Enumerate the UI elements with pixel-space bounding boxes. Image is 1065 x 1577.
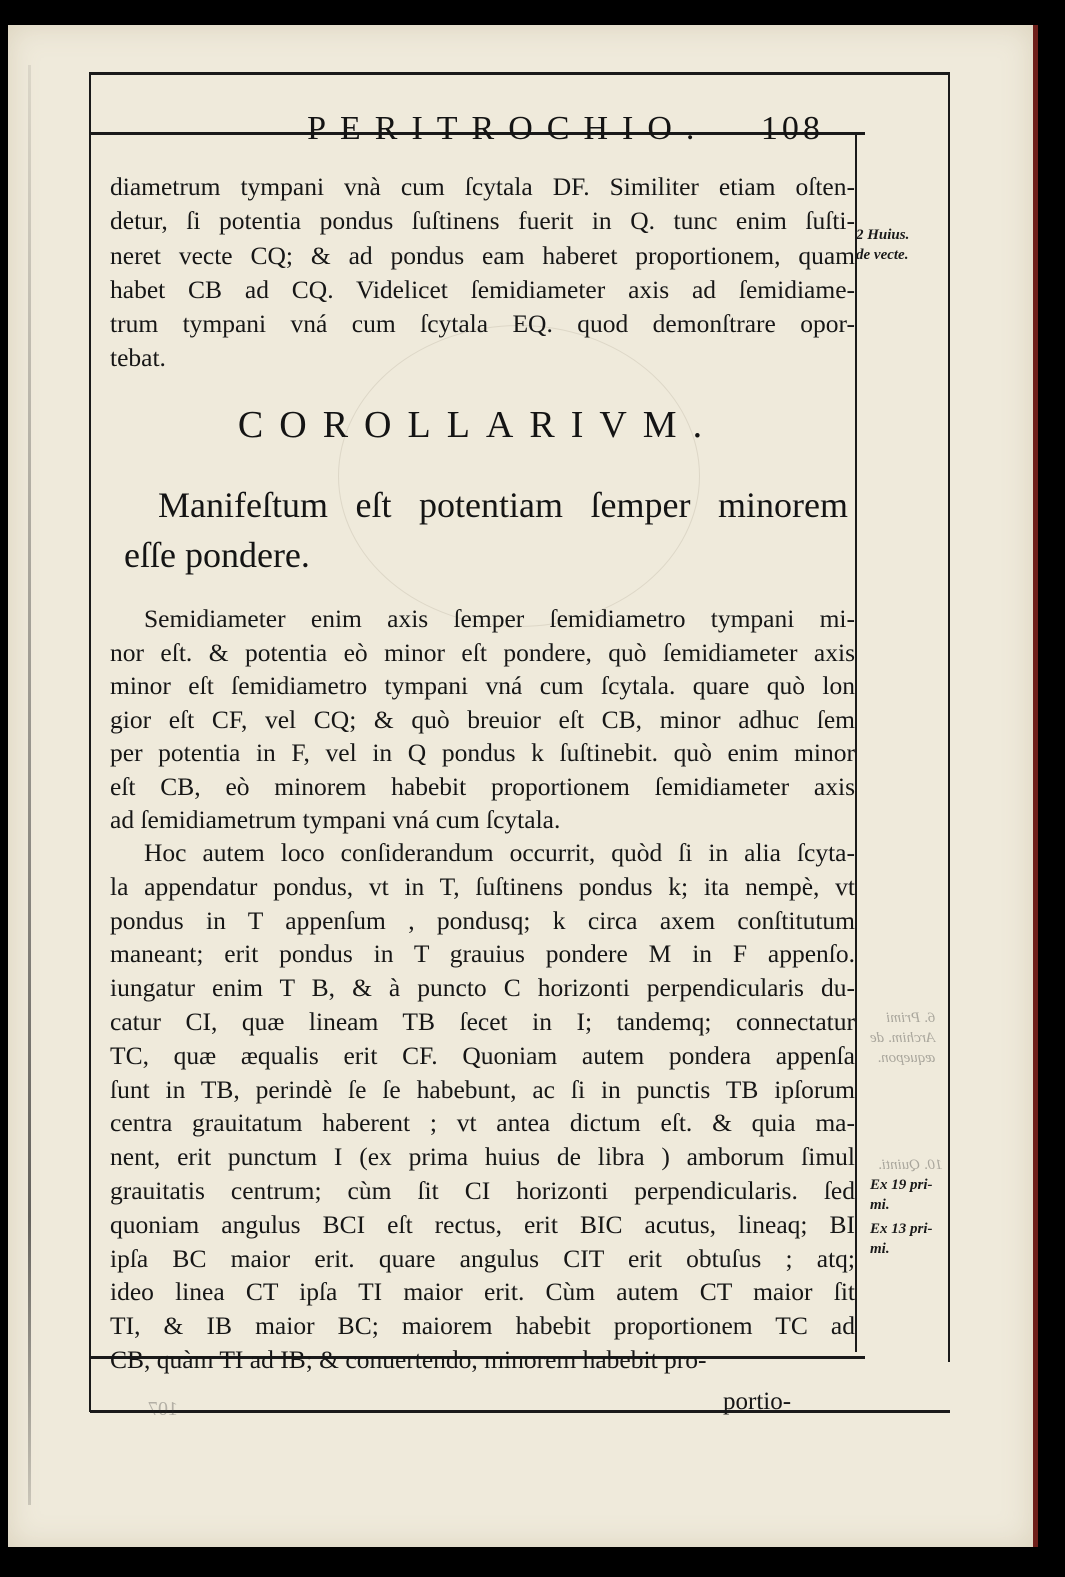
running-head xyxy=(8,110,1033,148)
page-number: 108 xyxy=(760,110,824,147)
corollary-statement xyxy=(124,480,848,580)
text-line: habet CB ad CQ. Videlicet ſemidiameter axis ad ſemidiame- xyxy=(110,274,855,304)
catchword: portio- xyxy=(723,1388,792,1415)
paragraph-2 xyxy=(110,602,855,837)
text-line: ipſa BC maior erit. quare angulus CIT erit obtuſus ; atq; xyxy=(110,1243,855,1273)
text-line: quoniam angulus BCI eſt rectus, erit BIC acutus, lineaq; BI xyxy=(110,1209,855,1239)
margin-note-line: mi. xyxy=(870,1241,890,1257)
top-rule xyxy=(90,72,950,75)
margin-note-3 xyxy=(870,1219,933,1259)
text-line: per potentia in F, vel in Q pondus k ſuſtinebit. quò enim minor xyxy=(110,738,855,767)
margin-note-line: 2 Huius. xyxy=(856,227,910,243)
text-line: pondus in T appenſum , pondusq; k circa axem conſtitutum xyxy=(110,905,855,935)
margin-note-line: mi. xyxy=(870,1197,890,1213)
text-line: ideo linea CT ipſa TI maior erit. Cùm autem CT maior ſit xyxy=(110,1277,855,1307)
frame-left-rule xyxy=(89,72,91,1412)
margin-note-1 xyxy=(856,225,909,265)
text-line: maneant; erit pondus in T grauius pondere M in F appenſo. xyxy=(110,939,855,969)
text-line: diametrum tympani vnà cum ſcytala DF. Similiter etiam oſten- xyxy=(110,172,855,201)
text-line: Semidiameter enim axis ſemper ſemidiametro tympani mi- xyxy=(144,604,855,633)
text-line: minor eſt ſemidiametro tympani vná cum ſcytala. quare quò lon xyxy=(110,671,855,700)
ghost-line: 10. Quinti. xyxy=(878,1157,943,1173)
margin-note-line: Ex 19 pri- xyxy=(870,1177,933,1193)
ghost-line: 6. Primi xyxy=(886,1010,936,1026)
text-line: TI, & IB maior BC; maiorem habebit proportionem TC ad xyxy=(110,1311,855,1341)
ghost-line: Archim. de xyxy=(870,1030,936,1046)
text-line: ſunt in TB, perindè ſe ſe habebunt, ac ſi in punctis TB ipſorum xyxy=(110,1074,855,1104)
book-page xyxy=(8,25,1038,1547)
gutter-shadow xyxy=(28,65,31,1505)
continued-text xyxy=(110,170,855,376)
text-line: tebat. xyxy=(110,343,166,373)
text-line: la appendatur pondus, vt in T, ſuſtinens pondus k; ita nempè, vt xyxy=(110,871,855,901)
frame-right-rule xyxy=(948,72,950,1362)
text-line: neret vecte CQ; & ad pondus eam haberet proportionem, quam xyxy=(110,240,855,270)
running-head-title: PERITROCHIO. xyxy=(307,110,709,147)
text-line: trum tympani vná cum ſcytala EQ. quod demonſtrare opor- xyxy=(110,309,855,339)
text-line: TC, quæ æqualis erit CF. Quoniam autem pondera appenſa xyxy=(110,1040,855,1070)
text-line: Hoc autem loco conſiderandum occurrit, quòd ſi in alia ſcyta- xyxy=(144,838,855,867)
text-line: gior eſt CF, vel CQ; & quò breuior eſt CB, minor adhuc ſem xyxy=(110,704,855,734)
text-line: detur, ſi potentia pondus ſuſtinens fuerit in Q. tunc enim ſuſti- xyxy=(110,206,855,236)
margin-note-line: de vecte. xyxy=(856,247,909,263)
text-line: ad ſemidiametrum tympani vná cum ſcytala. xyxy=(110,805,561,834)
text-line: centra grauitatum haberent ; vt antea dictum eſt. & quia ma- xyxy=(110,1108,855,1138)
bottom-rule xyxy=(90,1410,950,1413)
paragraph-3 xyxy=(110,836,855,1377)
corollary-line: eſſe pondere. xyxy=(124,535,310,575)
show-through-note-1 xyxy=(870,1008,935,1068)
text-line: nor eſt. & potentia eò minor eſt pondere, quò ſemidiameter axis xyxy=(110,637,855,667)
show-through-page-number: 107 xyxy=(148,1398,178,1420)
ghost-line: æquepon. xyxy=(877,1050,936,1066)
margin-note-2 xyxy=(870,1175,933,1215)
section-heading: COROLLARIVM. xyxy=(237,404,719,446)
show-through-note-2 xyxy=(878,1155,943,1175)
text-column-right-rule xyxy=(855,132,857,1352)
margin-note-line: Ex 13 pri- xyxy=(870,1221,933,1237)
text-line: grauitatis centrum; cùm ſit CI horizonti perpendicularis. ſed xyxy=(110,1175,855,1205)
corollary-line: Manifeſtum eſt potentiam ſemper minorem xyxy=(158,485,848,525)
text-line: eſt CB, eò minorem habebit proportionem ſemidiameter axis xyxy=(110,771,855,801)
text-line: catur CI, quæ lineam TB ſecet in I; tandemq; connectatur xyxy=(110,1006,855,1036)
text-line: iungatur enim T B, & à puncto C horizonti perpendicularis du- xyxy=(110,973,855,1003)
text-line: CB, quàm TI ad IB; & conuertendo, minorem habebit pro- xyxy=(110,1344,707,1374)
text-line: nent, erit punctum I (ex prima huius de libra ) amborum ſimul xyxy=(110,1142,855,1172)
